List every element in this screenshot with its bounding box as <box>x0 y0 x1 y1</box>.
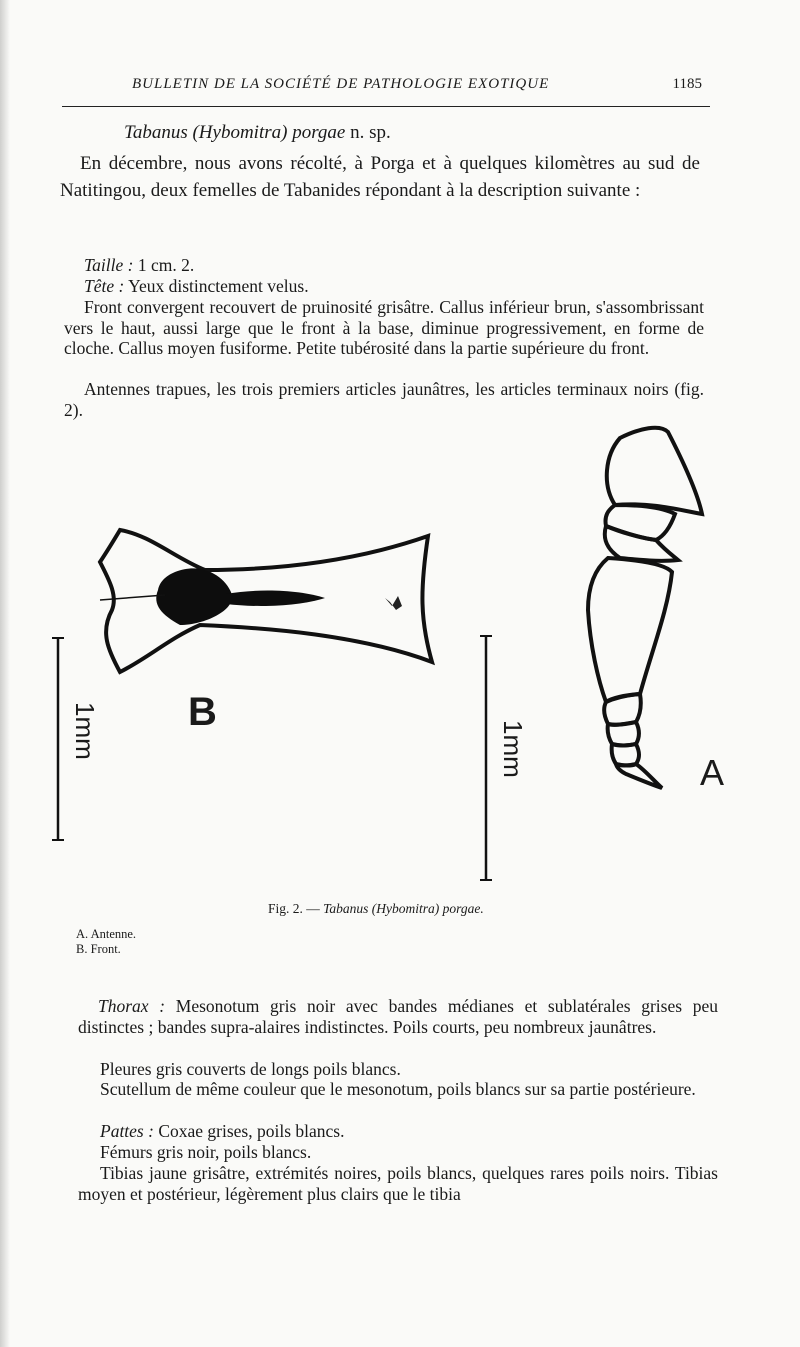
scale-label-b: 1mm <box>70 702 100 760</box>
thorax-label: Thorax : <box>98 996 166 1016</box>
label-a: A <box>700 752 725 793</box>
legend-item-antenne: A. Antenne. <box>76 927 137 941</box>
figure-caption-prefix: Fig. 2. — <box>268 901 324 916</box>
pattes-line <box>78 1121 718 1142</box>
thorax-text: Mesonotum gris noir avec bandes médianes et sublatérales grises peu distinctes ; bandes supra-alaires indistinctes. Poils courts, peu nombreux jaunâtres. <box>78 996 718 1037</box>
callus-moyen <box>226 591 325 606</box>
running-title: BULLETIN DE LA SOCIÉTÉ DE PATHOLOGIE EXOTIQUE <box>132 76 550 92</box>
figure-legend <box>76 927 136 957</box>
antenna-drawing <box>588 428 702 788</box>
taille-line <box>84 255 704 276</box>
scale-bar-a <box>480 636 492 880</box>
antennes-paragraph: Antennes trapues, les trois premiers articles jaunâtres, les articles terminaux noirs (fig. 2). <box>64 379 704 420</box>
tete-text: Yeux distinctement velus. <box>124 276 309 296</box>
tibias-paragraph: Tibias jaune grisâtre, extrémités noires, poils blancs, quelques rares poils noirs. Tibias moyen et postérieur, légèrement plus clairs que le tibia <box>78 1163 718 1204</box>
scale-bar-b <box>52 638 64 840</box>
scutellum-paragraph: Scutellum de même couleur que le mesonotum, poils blancs sur sa partie postérieure. <box>100 1079 696 1099</box>
tubercle-mark <box>385 596 402 610</box>
figure-caption <box>268 901 484 917</box>
species-heading <box>124 122 391 144</box>
legend-item-front: B. Front. <box>76 942 121 956</box>
page-header <box>62 70 710 110</box>
species-name: Tabanus (Hybomitra) porgae <box>124 122 346 143</box>
tete-label: Tête : <box>84 276 125 296</box>
taille-label: Taille : <box>84 255 134 275</box>
thorax-paragraph <box>78 996 718 1038</box>
callus-inferieur <box>156 568 232 625</box>
figure-2-drawing <box>0 410 800 900</box>
front-drawing <box>100 530 432 672</box>
tete-line <box>84 276 704 297</box>
front-midline <box>100 595 165 600</box>
taille-text: 1 cm. 2. <box>133 255 195 275</box>
header-rule <box>62 106 710 107</box>
page-number: 1185 <box>672 76 702 92</box>
pattes-label: Pattes : <box>100 1121 154 1141</box>
front-paragraph: Front convergent recouvert de pruinosité grisâtre. Callus inférieur brun, s'assombrissant vers le haut, aussi large que le front à la base, diminue progressivement, en forme de cloche. Callus moyen fusiforme. Petite tubérosité dans la partie supérieure du front. <box>64 297 704 358</box>
intro-paragraph: En décembre, nous avons récolté, à Porga et à quelques kilomètres au sud de Natitingou, deux femelles de Tabanides répondant à la description suivante : <box>60 153 700 201</box>
species-suffix: n. sp. <box>345 122 391 143</box>
figure-caption-title: Tabanus (Hybomitra) porgae. <box>323 901 484 916</box>
pleures-line: Pleures gris couverts de longs poils blancs. <box>100 1059 401 1079</box>
label-b: B <box>188 690 217 734</box>
scale-label-a: 1mm <box>498 720 528 778</box>
pattes-text: Coxae grises, poils blancs. <box>153 1121 345 1141</box>
femurs-line: Fémurs gris noir, poils blancs. <box>100 1142 312 1162</box>
